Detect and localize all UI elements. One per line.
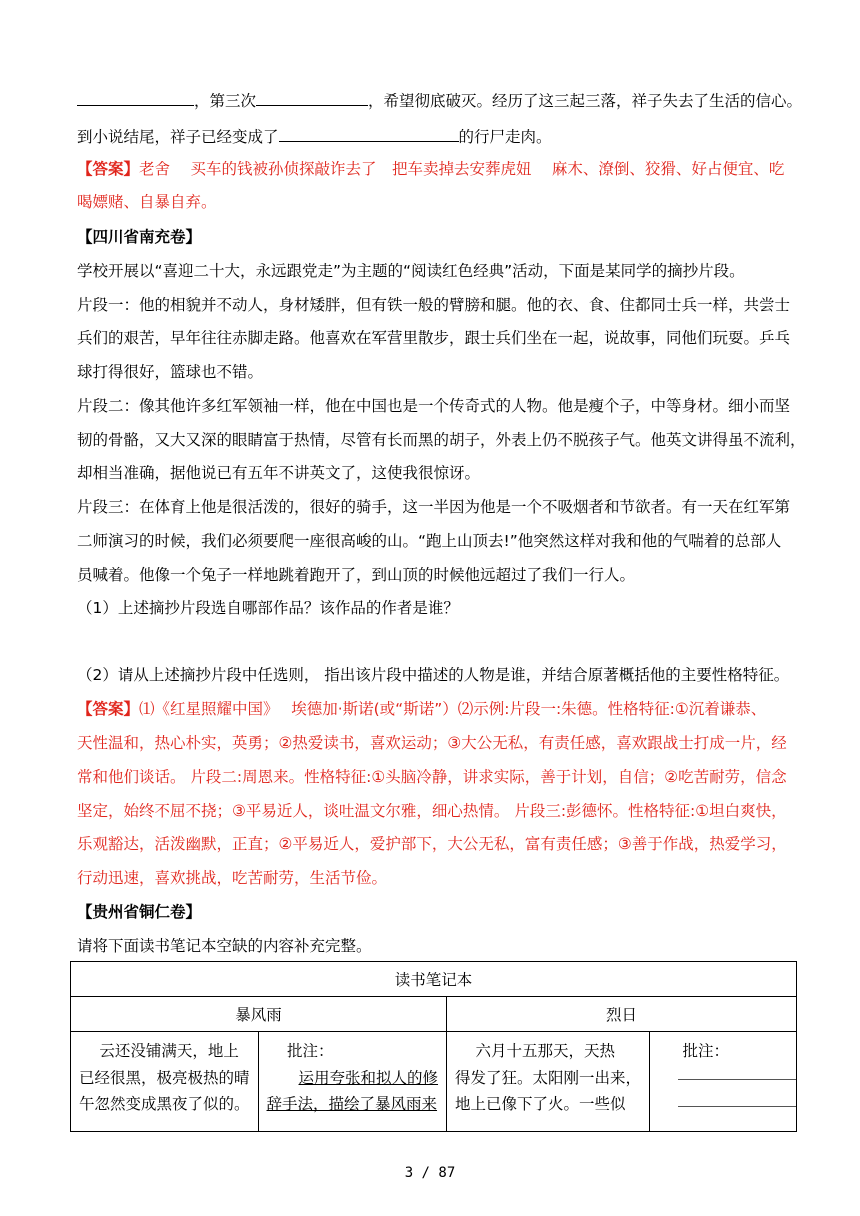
- section-intro: 学校开展以“喜迎二十大，永远跟党走”为主题的“阅读红色经典”活动，下面是某同学的摘抄片段。: [77, 262, 745, 280]
- reading-notes-table: [70, 961, 797, 1132]
- fragment-line: 片段二：像其他许多红军领袖一样，他在中国也是一个传奇式的人物。他是瘦个子，中等身材。细小而坚: [77, 397, 791, 415]
- table-header-sun: 烈日: [447, 997, 797, 1032]
- fragment-line: 片段一：他的相貌并不动人，身材矮胖，但有铁一般的臂膀和腿。他的衣、食、住都同士兵一样，共尝士: [77, 296, 791, 314]
- answer-label: 【答案】: [77, 700, 140, 718]
- section-title: 【贵州省铜仁卷】: [77, 903, 202, 921]
- blank-fill: [279, 125, 459, 142]
- table-cell-storm-text: 云还没铺满天，地上 已经很黑，极亮极热的晴 午忽然变成黑夜了似的。: [71, 1032, 259, 1132]
- fragment-line: 球打得很好，篮球也不错。: [77, 363, 264, 381]
- answer-line: 【答案】老舍 买车的钱被孙侦探敲诈去了 把车卖掉去安葬虎妞 麻木、潦倒、狡猾、好占便宜、吃: [77, 160, 785, 178]
- text-line: ，第三次 ，希望彻底破灭。经历了这三起三落，祥子失去了生活的信心。: [77, 89, 787, 112]
- answer-line: 喝嫖赌、自暴自弃。: [77, 193, 217, 211]
- blank-fill: [256, 89, 368, 106]
- question-1: （1）上述摘抄片段选自哪部作品？该作品的作者是谁？: [77, 599, 459, 617]
- question-2: （2）请从上述摘抄片段中任选则， 指出该片段中描述的人物是谁，并结合原著概括他的主要性格特征。: [77, 666, 790, 684]
- text-line: 到小说结尾，祥子已经变成了 的行尸走肉。: [77, 125, 787, 148]
- table-header-storm: 暴风雨: [71, 997, 447, 1032]
- table-cell-sun-note: 批注：: [650, 1032, 797, 1132]
- table-cell-storm-note: 批注： 运用夸张和拟人的修 辞手法，描绘了暴风雨来: [258, 1032, 447, 1132]
- fragment-line: 却相当准确，据他说已有五年不讲英文了，这使我很惊讶。: [77, 464, 481, 482]
- fragment-line: 员喊着。他像一个兔子一样地跳着跑开了，到山顶的时候他远超过了我们一行人。: [77, 566, 636, 584]
- answer-line: 常和他们谈话。 片段二:周恩来。性格特征:①头脑冷静，讲求实际，善于计划，自信；②吃苦耐劳，信念: [77, 768, 787, 786]
- fragment-line: 片段三：在体育上他是很活泼的，很好的骑手，这一半因为他是一个不吸烟者和节欲者。有一天在红军第: [77, 498, 791, 516]
- table-cell-sun-text: 六月十五那天，天热 得发了狂。太阳刚一出来， 地上已像下了火。一些似: [447, 1032, 650, 1132]
- blank-fill: [678, 1080, 796, 1107]
- blank-fill: [77, 89, 194, 106]
- page-number: 3 / 87: [404, 1165, 456, 1181]
- table-title: 读书笔记本: [71, 962, 797, 997]
- blank-fill: [678, 1065, 796, 1080]
- fragment-line: 韧的骨骼，又大又深的眼睛富于热情，尽管有长而黑的胡子，外表上仍不脱孩子气。他英文讲得虽不流利，: [77, 431, 806, 449]
- section-title: 【四川省南充卷】: [77, 228, 202, 246]
- answer-label: 【答案】: [77, 160, 140, 178]
- fragment-line: 兵们的艰苦，早年往往赤脚走路。他喜欢在军营里散步，跟士兵们坐在一起，说故事，同他们玩耍。乒乓: [77, 329, 791, 347]
- answer-line: 【答案】⑴《红星照耀中国》 埃德加·斯诺(或“斯诺”）⑵示例:片段一:朱德。性格特征:①沉着谦恭、: [77, 700, 767, 718]
- fragment-line: 二师演习的时候，我们必须要爬一座很高峻的山。“跑上山顶去!”他突然这样对我和他的气喘着的总部人: [77, 532, 782, 550]
- section-intro: 请将下面读书笔记本空缺的内容补充完整。: [77, 937, 372, 955]
- answer-line: 乐观豁达，活泼幽默，正直；②平易近人，爱护部下，大公无私，富有责任感；③善于作战，热爱学习，: [77, 835, 787, 853]
- answer-line: 行动迅速，喜欢挑战，吃苦耐劳，生活节俭。: [77, 869, 388, 887]
- answer-line: 天性温和，热心朴实，英勇；②热爱读书，喜欢运动；③大公无私，有责任感，喜欢跟战士打成一片，经: [77, 734, 787, 752]
- answer-line: 坚定，始终不屈不挠；③平易近人，谈吐温文尔雅，细心热情。 片段三:彭德怀。性格特征:①坦白爽快，: [77, 802, 787, 820]
